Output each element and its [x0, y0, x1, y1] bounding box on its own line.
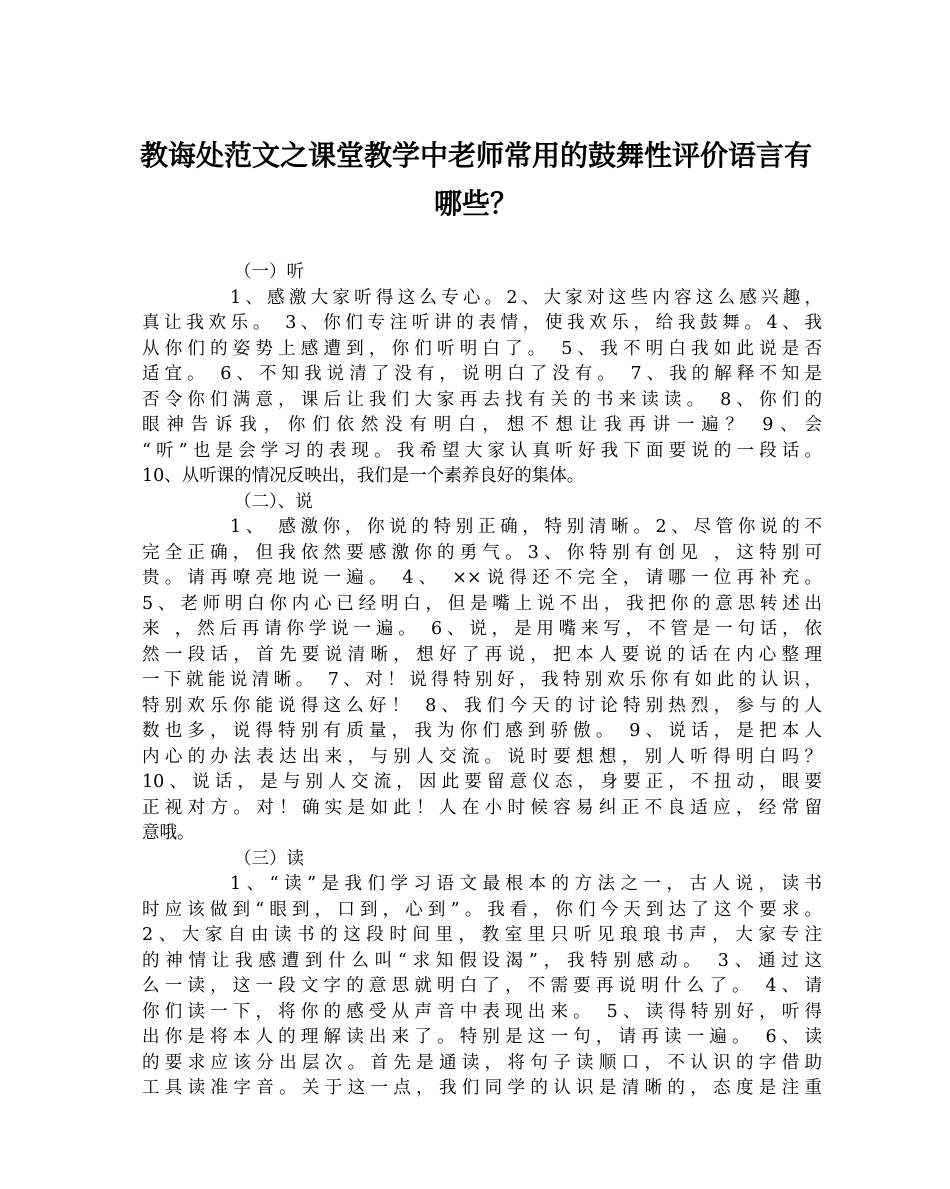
paragraph-line: 适宜。 6、不知我说清了没有，说明白了没有。 7、我的解释不知是 [142, 364, 822, 384]
section-heading: （一）听 [234, 262, 304, 282]
paragraph-line: 2、大家自由读书的这段时间里，教室里只听见琅琅书声，大家专注 [142, 925, 822, 945]
paragraph-line: 1、“读”是我们学习语文最根本的方法之一，古人说，读书 [230, 874, 822, 894]
paragraph-line: 的神情让我感遭到什么叫“求知假设渴”，我特别感动。 3、通过这 [142, 950, 822, 971]
paragraph-line: 来 ，然后再请你学说一遍。 6、说，是用嘴来写，不管是一句话，依 [142, 619, 822, 639]
paragraph-line: 你们读一下，将你的感受从声音中表现出来。 5、读得特别好，听得 [142, 1001, 822, 1022]
paragraph-line: 1、感激大家听得这么专心。2、大家对这些内容这么感兴趣， [230, 287, 822, 308]
paragraph-line: 特别欢乐你能说得这么好！ 8、我们今天的讨论特别热烈，参与的人 [142, 695, 822, 716]
paragraph-line: 否令你们满意，课后让我们大家再去找有关的书来读读。 8、你们的 [142, 389, 822, 410]
paragraph-line: 完全正确，但我依然要感激你的勇气。3、你特别有创见 ，这特别可 [142, 542, 822, 563]
paragraph-line: 然一段话，首先要说清晰，想好了再说，把本人要说的话在内心整理 [142, 644, 822, 665]
paragraph-line: 数也多，说得特别有质量，我为你们感到骄傲。 9、说话，是把本人 [142, 721, 822, 741]
paragraph-line: 意哦。 [142, 823, 195, 843]
paragraph-line: 从你们的姿势上感遭到，你们听明白了。 5、我不明白我如此说是否 [142, 338, 822, 359]
paragraph-line: 贵。请再嘹亮地说一遍。 4、 ××说得还不完全，请哪一位再补充。 [142, 568, 822, 588]
section-speaking [142, 490, 822, 847]
paragraph-line: 5、老师明白你内心已经明白，但是嘴上说不出，我把你的意思转述出 [142, 593, 822, 614]
title-line-1: 教诲处范文之课堂教学中老师常用的鼓舞性评价语言有 [140, 139, 813, 172]
paragraph-line: 真让我欢乐。 3、你们专注听讲的表情，使我欢乐，给我鼓舞。4、我 [142, 313, 822, 333]
paragraph-line: 正视对方。对！确实是如此！人在小时候容易纠正不良适应，经常留 [142, 797, 822, 818]
paragraph-line: 么一读，这一段文字的意思就明白了，不需要再说明什么了。 4、请 [142, 976, 822, 996]
paragraph-line: 10、说话，是与别人交流，因此要留意仪态，身要正，不扭动，眼要 [142, 772, 822, 792]
paragraph-line: 时应该做到“眼到，口到，心到”。我看，你们今天到达了这个要求。 [142, 899, 822, 920]
paragraph-line: 的要求应该分出层次。首先是通读，将句子读顺口，不认识的字借助 [142, 1052, 822, 1073]
paragraph-line: 内心的办法表达出来，与别人交流。说时要想想，别人听得明白吗？ [142, 746, 822, 767]
section-heading: （二）、说 [234, 491, 313, 512]
paragraph-line: “听”也是会学习的表现。我希望大家认真听好我下面要说的一段话。 [142, 440, 822, 461]
paragraph-line: 10、从听课的情况反映出，我们是一个素养良好的集体。 [142, 466, 585, 486]
section-listening [142, 260, 822, 490]
document-body [142, 260, 822, 1102]
paragraph-line: 一下就能说清晰。 7、对！说得特别好，我特别欢乐你有如此的认识， [142, 670, 822, 690]
paragraph-line: 工具读准字音。关于这一点，我们同学的认识是清晰的，态度是注重 [142, 1078, 822, 1098]
paragraph-line: 眼神告诉我，你们依然没有明白，想不想让我再讲一遍？ 9、会 [142, 415, 822, 435]
paragraph-line: 1、 感激你，你说的特别正确，特别清晰。2、尽管你说的不 [230, 517, 822, 537]
section-heading: （三）读 [234, 848, 304, 869]
section-reading [142, 847, 822, 1102]
document-title [140, 132, 812, 228]
title-line-2: 哪些？ [433, 187, 518, 220]
paragraph-line: 出你是将本人的理解读出来了。特别是这一句，请再读一遍。 6、读 [142, 1027, 822, 1047]
